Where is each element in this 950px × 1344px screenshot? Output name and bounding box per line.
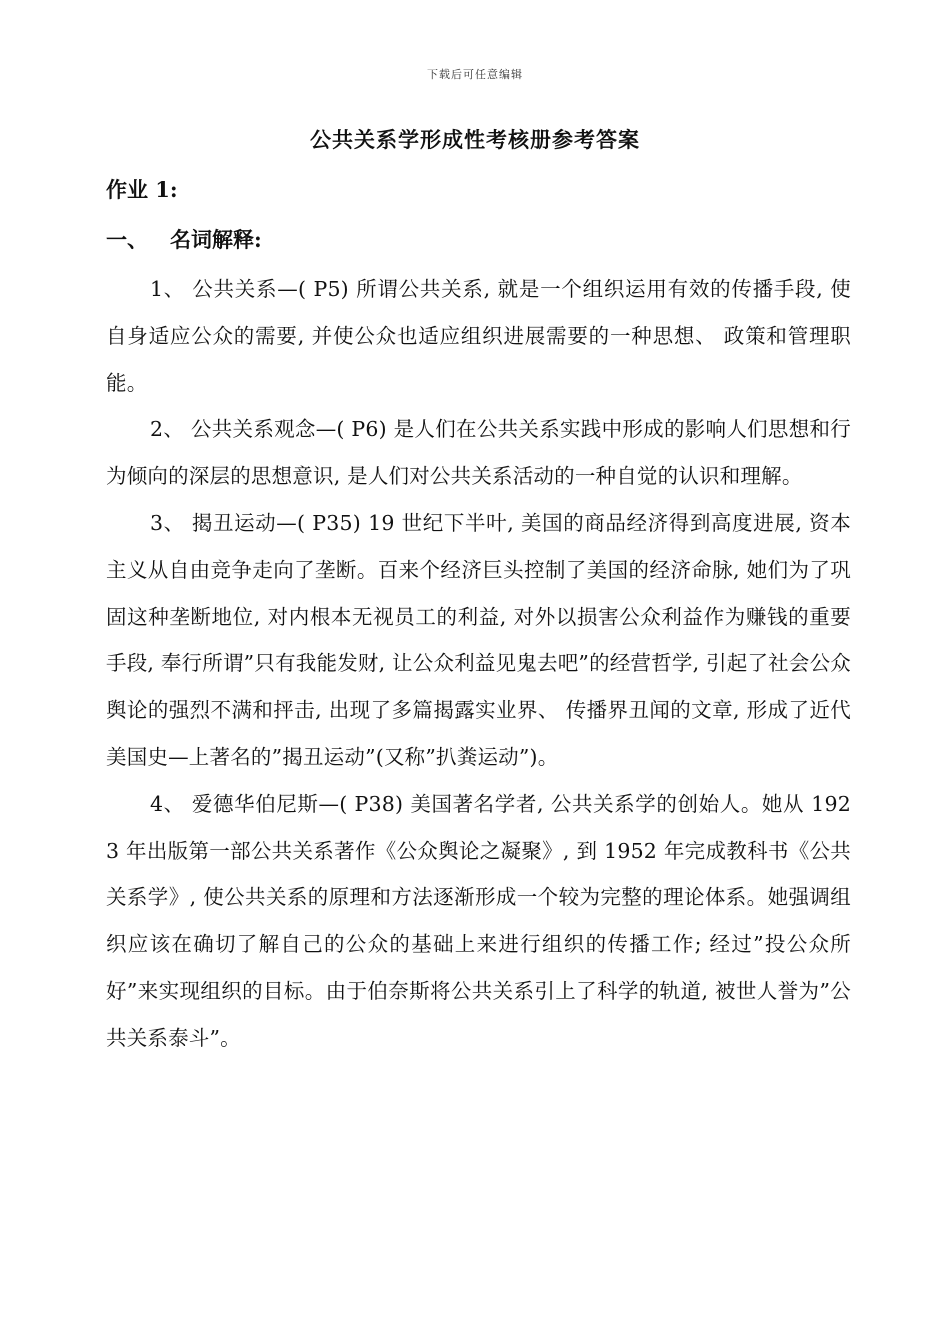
definition-paragraph-4: 4、 爱德华伯尼斯—( P38) 美国著名学者, 公共关系学的创始人。她从 1923 年出版第一部公共关系著作《公众舆论之凝聚》, 到 1952 年完成教科书《公共关系学》, 使公共关系的原理和方法逐渐形成一个较为完整的理论体系。她强调组织应该在确切了解自己的公众的基础上来进行组织的传播工作; 经过”投公众所好”来实现组织的目标。由于伯奈斯将公共关系引上了科学的轨道, 被世人誉为”公共关系泰斗”。 [106, 791, 851, 1050]
definition-paragraph-2: 2、 公共关系观念—( P6) 是人们在公共关系实践中形成的影响人们思想和行为倾向的深层的思想意识, 是人们对公共关系活动的一种自觉的认识和理解。 [106, 417, 851, 489]
header-note: 下载后可任意编辑 [427, 68, 523, 81]
assignment-heading: 作业 1: [106, 177, 178, 202]
section-number: 一、 [106, 227, 148, 252]
document-title: 公共关系学形成性考核册参考答案 [310, 127, 640, 152]
section-label: 名词解释: [170, 227, 262, 252]
document-body [106, 266, 851, 1062]
definition-paragraph-3: 3、 揭丑运动—( P35) 19 世纪下半叶, 美国的商品经济得到高度进展, 资本主义从自由竞争走向了垄断。百来个经济巨头控制了美国的经济命脉, 她们为了巩固这种垄断地位, 对内根本无视员工的利益, 对外以损害公众利益作为赚钱的重要手段, 奉行所谓”只有我能发财, 让公众利益见鬼去吧”的经营哲学, 引起了社会公众舆论的强烈不满和抨击, 出现了多篇揭露实业界、 传播界丑闻的文章, 形成了近代美国史—上著名的”揭丑运动”(又称”扒粪运动”)。 [106, 510, 851, 769]
definition-paragraph-1: 1、 公共关系—( P5) 所谓公共关系, 就是一个组织运用有效的传播手段, 使自身适应公众的需要, 并使公众也适应组织进展需要的一种思想、 政策和管理职能。 [106, 277, 851, 395]
section-heading [106, 224, 262, 254]
